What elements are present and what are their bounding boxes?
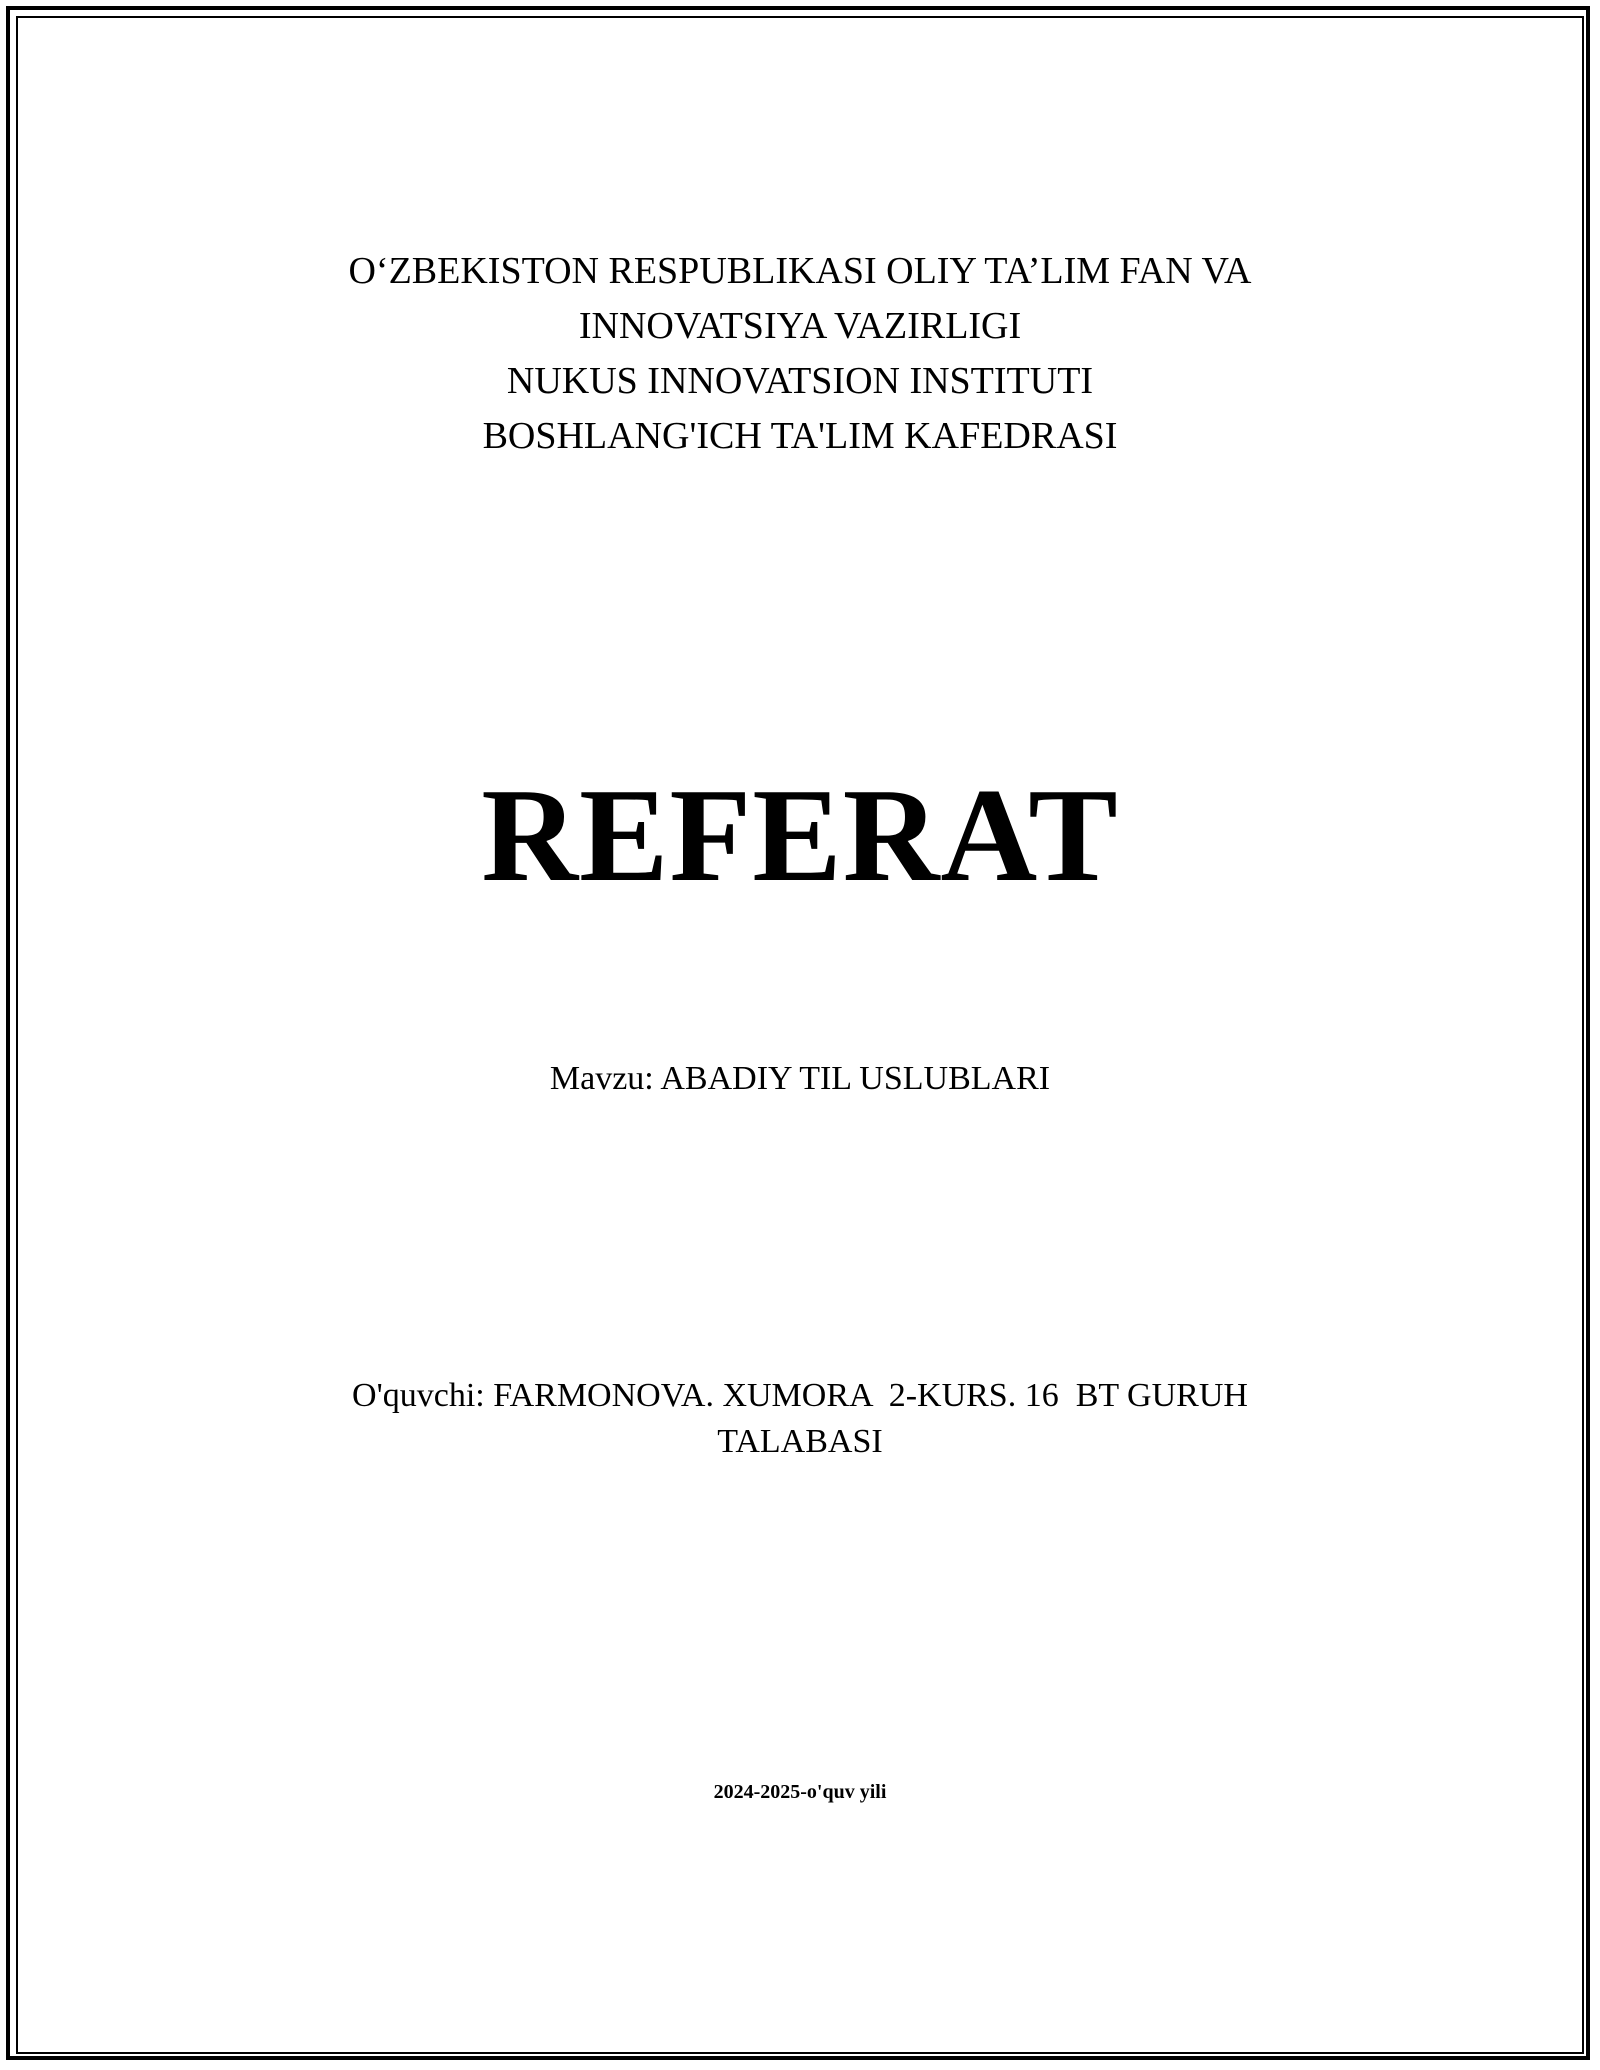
institution-header bbox=[0, 244, 1600, 464]
student-info bbox=[0, 1373, 1600, 1465]
header-line-ministry-2: INNOVATSIYA VAZIRLIGI bbox=[578, 305, 1022, 347]
document-title: REFERAT bbox=[481, 761, 1119, 909]
header-line-ministry-1: O‘ZBEKISTON RESPUBLIKASI OLIY TA’LIM FAN VA bbox=[348, 250, 1252, 292]
header-line-department: BOSHLANG'ICH TA'LIM KAFEDRASI bbox=[482, 415, 1118, 457]
academic-year: 2024-2025-o'quv yili bbox=[713, 1781, 887, 1803]
student-line-2: TALABASI bbox=[717, 1423, 883, 1460]
header-line-institute: NUKUS INNOVATSION INSTITUTI bbox=[506, 360, 1094, 402]
student-line-1: O'quvchi: FARMONOVA. XUMORA 2-KURS. 16 BT GURUH bbox=[352, 1377, 1248, 1414]
topic-line: Mavzu: ABADIY TIL USLUBLARI bbox=[549, 1060, 1051, 1097]
